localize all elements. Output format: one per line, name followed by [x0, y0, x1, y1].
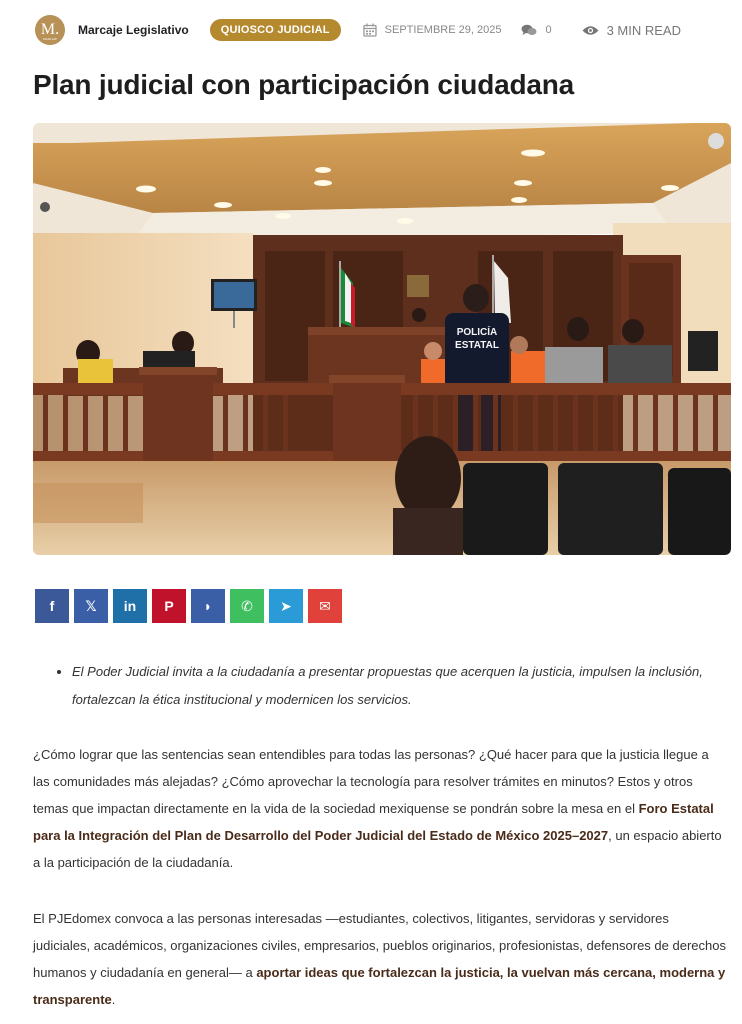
logo-subtext: MARCAJE [42, 37, 57, 41]
category-badge[interactable]: QUIOSCO JUDICIAL [210, 19, 341, 41]
paragraph-2-lead: El PJEdomex convoca a las personas interesadas —estudiantes, colectivos, litigantes, servidoras y servidores judiciales, académicos, organizaciones civiles, empresarios, pueblos originarios, profesionistas, defensores de derechos humanos y ciudadanía en general— a [33, 911, 726, 980]
whatsapp-icon: ✆ [241, 597, 253, 614]
linkedin-icon: in [123, 598, 137, 614]
read-time-text: 3 MIN READ [606, 22, 681, 38]
post-date [363, 23, 502, 37]
article-title: Plan judicial con participación ciudadana [33, 69, 575, 100]
share-x-button[interactable] [74, 589, 108, 623]
share-email-button[interactable] [308, 589, 342, 623]
summary-item: • El Poder Judicial invita a la ciudadanía a presentar propuestas que acerquen la justicia, impulsen la inclusión, fortalezcan la ética institucional y modernicen los servicios. [72, 658, 728, 714]
share-facebook-button[interactable] [35, 589, 69, 623]
share-pinterest-button[interactable] [152, 589, 186, 623]
comments-count: 0 [545, 24, 552, 36]
x-icon: 𝕏 [85, 597, 97, 614]
courtroom-photo [33, 123, 731, 555]
share-linkedin-button[interactable] [113, 589, 147, 623]
facebook-icon: f [49, 598, 55, 614]
share-whatsapp-button[interactable] [230, 589, 264, 623]
share-messenger-button[interactable] [191, 589, 225, 623]
email-icon: ✉ [319, 597, 331, 614]
comments-icon [521, 24, 537, 37]
paragraph-1-lead: ¿Cómo lograr que las sentencias sean entendibles para todas las personas? ¿Qué hacer para que la justicia llegue a las comunidades más alejadas? ¿Cómo aprovechar la tecnología para resolver trámites en minutos? Estos y otros temas que impactan directamente en la vida de la sociedad mexiquense se pondrán sobre la mesa en el [33, 747, 709, 816]
hero-image[interactable] [33, 123, 731, 555]
police-badge-line2: ESTATAL [455, 340, 499, 351]
messenger-icon: ◗ [203, 598, 213, 614]
post-meta-bar [35, 14, 715, 46]
logo-text: M. [40, 21, 60, 38]
paragraph-1-tail: , un espacio abierto a la participación de la ciudadanía. [33, 828, 722, 870]
eye-icon [582, 25, 599, 36]
author-link[interactable]: Marcaje Legislativo [78, 23, 189, 37]
share-bar [35, 589, 342, 623]
read-time [582, 23, 681, 38]
share-telegram-button[interactable] [269, 589, 303, 623]
post-date-text: SEPTIEMBRE 29, 2025 [384, 24, 502, 36]
police-badge-line1: POLICÍA [456, 327, 498, 338]
comments-link[interactable] [521, 24, 551, 37]
site-logo[interactable] [35, 15, 65, 45]
telegram-icon: ➤ [280, 597, 292, 614]
paragraph-2-bold: aportar ideas que fortalezcan la justicia, la vuelvan más cercana, moderna y transparente [33, 965, 726, 1007]
article-paragraph-1 [33, 741, 727, 876]
calendar-icon [363, 23, 377, 37]
summary-list [52, 658, 728, 714]
article-paragraph-2 [33, 905, 727, 1013]
pinterest-icon: P [164, 598, 174, 614]
paragraph-2-tail: . [111, 992, 116, 1007]
paragraph-1-bold: Foro Estatal para la Integración del Plan de Desarrollo del Poder Judicial del Estado de México 2025–2027 [33, 801, 714, 843]
